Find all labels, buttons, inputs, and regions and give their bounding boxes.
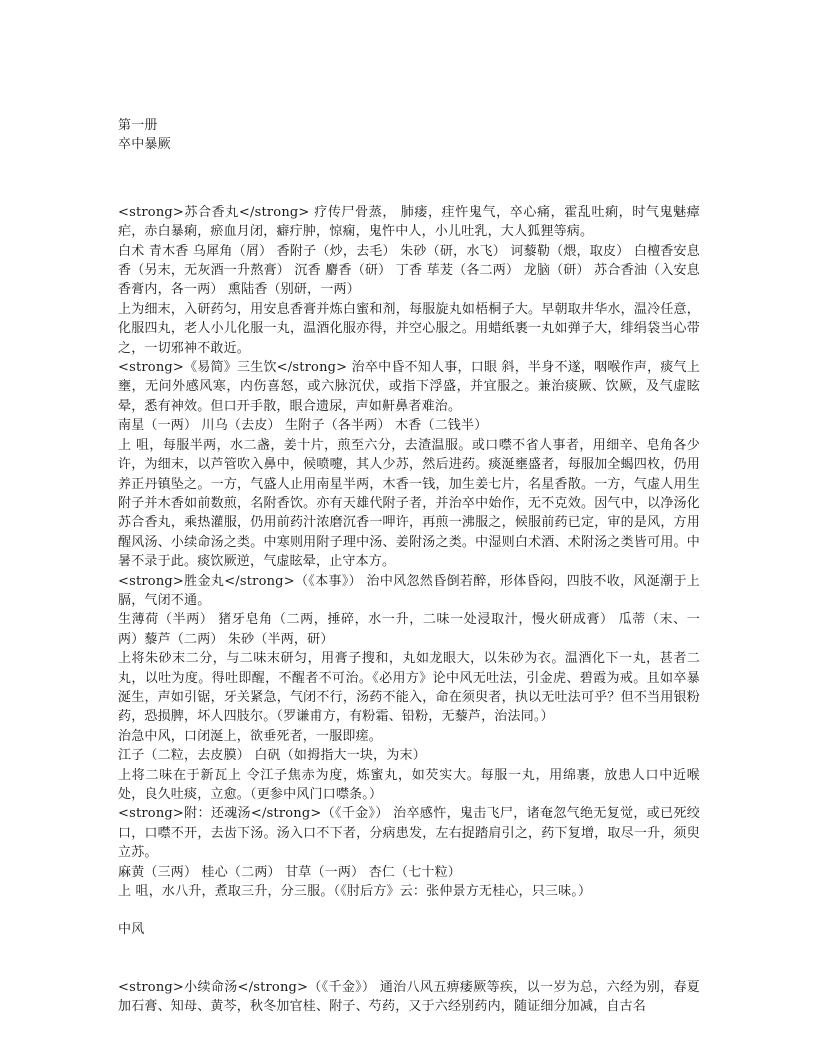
paragraph: 治急中风，口闭涎上，欲垂死者，一服即瘥。 <box>118 728 383 744</box>
paragraph: 南星（一两） 川乌（去皮） 生附子（各半两） 木香（二钱半） <box>118 418 488 434</box>
paragraph: <strong>胜金丸</strong>（《本事》） 治中风忽然昏倒若醉，形体昏闷，四肢不收，风涎潮于上膈，气闭不通。 <box>118 573 700 608</box>
paragraph: 江子（二粒，去皮膜） 白矾（如拇指大一块，为末） <box>118 748 426 764</box>
spacer <box>118 940 700 978</box>
paragraph: <strong>小续命汤</strong>（《千金》） 通治八风五痹痿厥等疾，以一岁为总，六经为别，春夏加石膏、知母、黄芩，秋冬加官桂、附子、芍药，又于六经别药内，随证细分加减，自古名 <box>118 979 700 1015</box>
paragraph: 上将朱砂末二分，与二味末研匀，用膏子搜和，丸如龙眼大，以朱砂为衣。温酒化下一丸，甚者二丸，以吐为度。得吐即醒，不醒者不可治。《必用方》论中风无吐法，引金虎、碧霞为戒。且如卒暴涎生，声如引锯，牙关紧急，气闭不行，汤药不能入，命在须臾者，执以无吐法可乎？但不当用银粉药，恐损脾，坏人四肢尔。（罗谦甫方，有粉霜、铅粉，无藜芦，治法同。） <box>118 651 700 725</box>
paragraph: 上 咀，每服半两，水二盏，姜十片，煎至六分，去渣温服。或口噤不省人事者，用细辛、皂角各少许，为细末，以芦管吹入鼻中，候喷嚏，其人少苏，然后进药。痰涎壅盛者，每服加全蝎四枚，仍用养正丹镇坠之。一方，气盛人止用南星半两，木香一钱，加生姜七片，名星香散。一方，气虚人用生附子并木香如前数煎，名附香饮。亦有天雄代附子者，并治卒中始作，无不克效。因气中，以净汤化苏合香丸，乘热灌服，仍用前药汁浓磨沉香一呷许，再煎一沸服之，候服前药已定，审的是风，方用醒风汤、小续命汤之类。中寒则用附子理中汤、姜附汤之类。中湿则白术酒、术附汤之类皆可用。中暑不录于此。痰饮厥逆，气虚眩晕，止守本方。 <box>118 437 700 570</box>
paragraph: <strong>苏合香丸</strong> 疗传尸骨蒸， 肺瘘，疰忤鬼气，卒心痛，霍乱吐痢，时气鬼魅瘴疟，赤白暴痢，瘀血月闭，癖疔肿，惊痫，鬼忤中人，小儿吐乳，大人狐狸等病。 <box>118 204 700 240</box>
document-page <box>118 116 700 1017</box>
section-title: 卒中暴厥 <box>118 137 171 153</box>
spacer <box>118 155 700 203</box>
volume-title: 第一册 <box>118 118 158 133</box>
paragraph: 上为细末，入研药匀，用安息香膏并炼白蜜和剂，每服旋丸如梧桐子大。早朝取井华水，温冷任意，化服四丸，老人小儿化服一丸，温酒化服亦得，并空心服之。用蜡纸裹一丸如弹子大，绯绢袋当心带之，一切邪神不敢近。 <box>118 301 700 356</box>
paragraph: 上将二味在于新瓦上 令江子焦赤为度，炼蜜丸，如芡实大。每服一丸，用绵裹，放患人口中近喉处，良久吐痰，立愈。（更参中风门口噤条。） <box>118 767 700 802</box>
paragraph: 白术 青木香 乌犀角（屑） 香附子（炒，去毛） 朱砂（研，水飞） 诃藜勒（煨，取皮） 白檀香安息香（另末，无灰酒一升熬膏） 沉香 麝香（研） 丁香 荜茇（各二两） 龙脑（研） 苏合香油（入安息香膏内，各一两） 熏陆香（别研，一两） <box>118 243 700 298</box>
paragraph: 生薄荷（半两） 猪牙皂角（二两，捶碎，水一升，二味一处浸取汁，慢火研成膏） 瓜蒂（末、一两）藜芦（二两） 朱砂（半两，研） <box>118 612 700 647</box>
spacer <box>118 901 700 920</box>
section-title: 中风 <box>118 922 145 938</box>
paragraph: <strong>《易简》三生饮</strong> 治卒中昏不知人事，口眼 斜，半身不遂，咽喉作声，痰气上壅，无问外感风寒，内伤喜怒，或六脉沉伏，或指下浮盛，并宜服之。兼治痰厥、饮厥，及气虚眩晕，悉有神效。但口开手散，眼合遗尿，声如鼾鼻者难治。 <box>118 360 700 414</box>
paragraph: 上 咀，水八升，煮取三升，分三服。（《肘后方》云：张仲景方无桂心，只三味。） <box>118 884 592 900</box>
paragraph: 麻黄（三两） 桂心（二两） 甘草（一两） 杏仁（七十粒） <box>118 864 461 880</box>
paragraph: <strong>附：还魂汤</strong>（《千金》） 治卒感忤，鬼击飞尸，诸奄忽气绝无复觉，或已死绞口，口噤不开，去齿下汤。汤入口不下者，分病患发，左右捉踏肩引之，药下复增，取尽一升，须臾立苏。 <box>118 806 700 861</box>
